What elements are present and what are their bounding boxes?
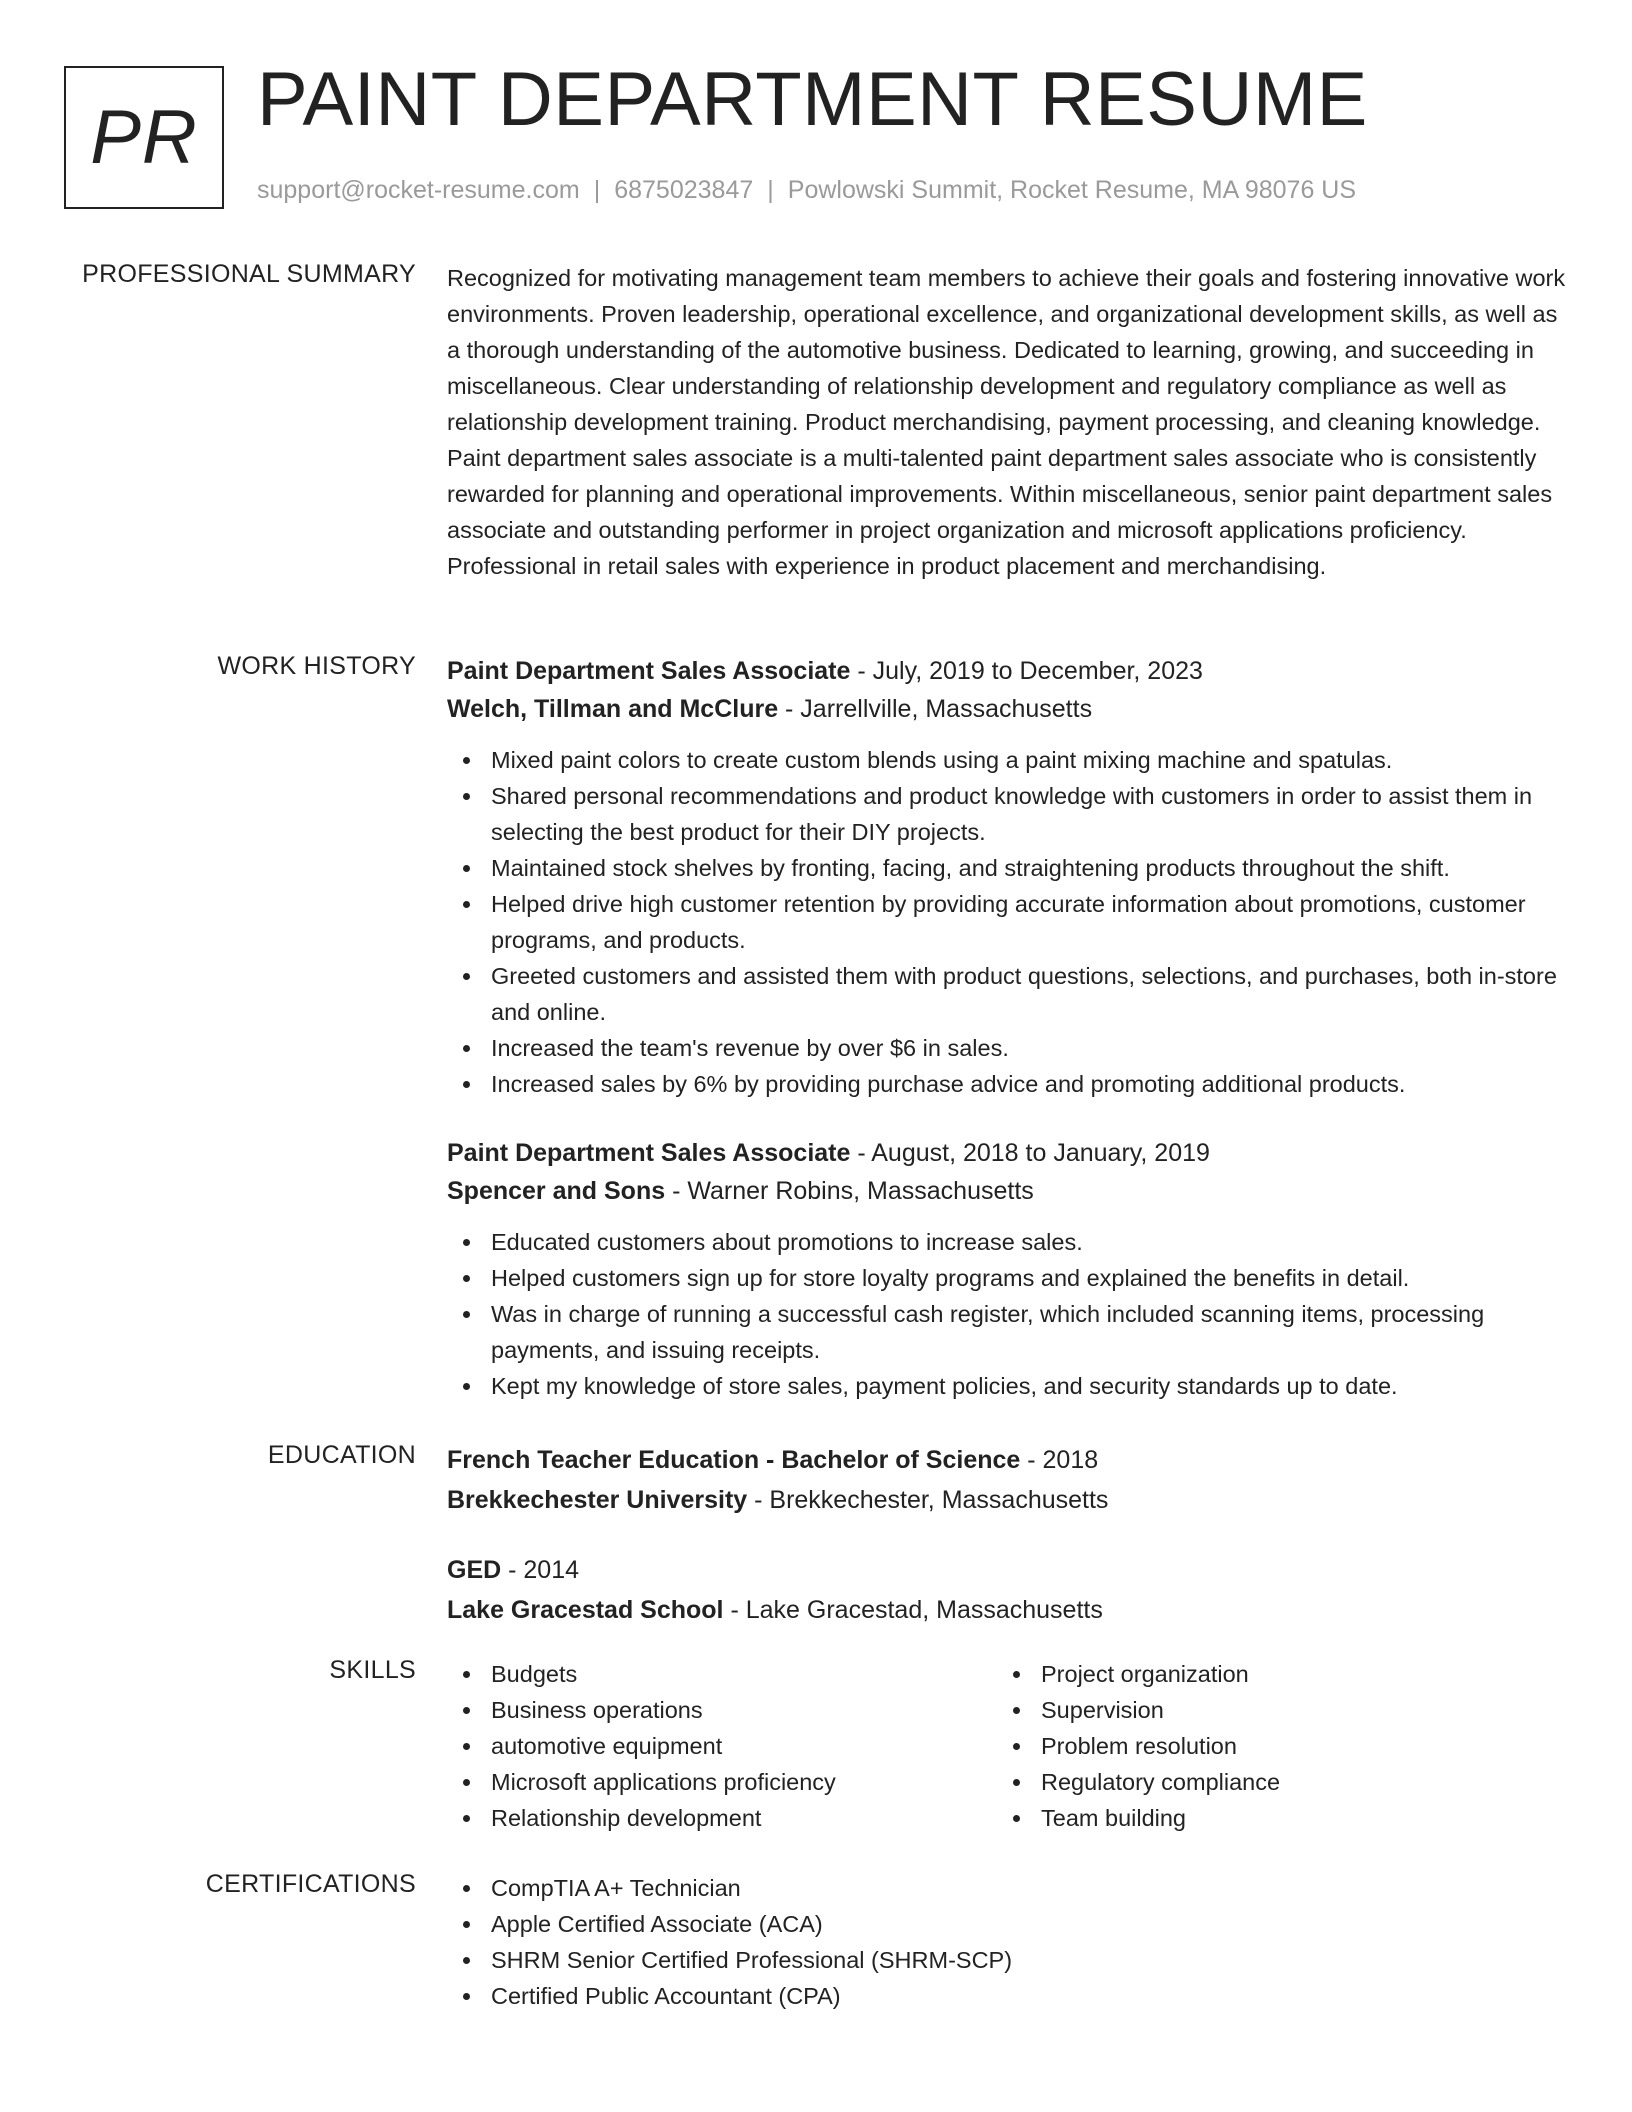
list-item: Helped customers sign up for store loyalty programs and explained the benefits in detail.	[447, 1260, 1567, 1296]
job-company-line	[447, 1172, 1567, 1210]
contact-email[interactable]: support@rocket-resume.com	[257, 176, 580, 204]
contact-address: Powlowski Summit, Rocket Resume, MA 98076 US	[787, 176, 1357, 204]
list-item: Relationship development	[447, 1800, 997, 1836]
contact-separator: |	[593, 176, 601, 204]
list-item: Certified Public Accountant (CPA)	[447, 1978, 1567, 2014]
education-location: - Lake Gracestad, Massachusetts	[723, 1596, 1103, 1624]
skills-list-right	[997, 1656, 1547, 1836]
contact-line	[257, 176, 1356, 205]
list-item: Budgets	[447, 1656, 997, 1692]
list-item: Maintained stock shelves by fronting, facing, and straightening products throughout the shift.	[447, 850, 1567, 886]
contact-phone[interactable]: 6875023847	[614, 176, 754, 204]
list-item: Helped drive high customer retention by providing accurate information about promotions, customer programs, and products.	[447, 886, 1567, 958]
education-degree-line	[447, 1441, 1567, 1479]
job-company: Spencer and Sons	[447, 1177, 666, 1205]
education-year: - 2018	[1020, 1446, 1099, 1474]
section-label-summary: PROFESSIONAL SUMMARY	[82, 260, 416, 288]
education-entry	[447, 1441, 1567, 1519]
resume-title: PAINT DEPARTMENT RESUME	[257, 57, 1368, 142]
skills-list-left	[447, 1656, 997, 1836]
job-title: Paint Department Sales Associate	[447, 657, 851, 685]
job-company-line	[447, 690, 1567, 728]
certifications-list	[447, 1870, 1567, 2014]
section-label-work-history: WORK HISTORY	[217, 652, 416, 680]
education-year: - 2014	[501, 1556, 580, 1584]
list-item: Shared personal recommendations and product knowledge with customers in order to assist them in selecting the best product for their DIY projects.	[447, 778, 1567, 850]
list-item: Regulatory compliance	[997, 1764, 1547, 1800]
list-item: Apple Certified Associate (ACA)	[447, 1906, 1567, 1942]
list-item: Business operations	[447, 1692, 997, 1728]
list-item: automotive equipment	[447, 1728, 997, 1764]
list-item: Increased the team's revenue by over $6 in sales.	[447, 1030, 1567, 1066]
education-degree: GED	[447, 1556, 502, 1584]
skills-columns	[447, 1656, 1567, 1836]
education-school: Lake Gracestad School	[447, 1596, 724, 1624]
list-item: Team building	[997, 1800, 1547, 1836]
list-item: Project organization	[997, 1656, 1547, 1692]
job-company: Welch, Tillman and McClure	[447, 695, 779, 723]
job-dates: - July, 2019 to December, 2023	[850, 657, 1203, 685]
list-item: Problem resolution	[997, 1728, 1547, 1764]
education-school-line	[447, 1591, 1567, 1629]
list-item: Educated customers about promotions to increase sales.	[447, 1224, 1567, 1260]
education-degree-line	[447, 1551, 1567, 1589]
section-label-skills: SKILLS	[329, 1656, 416, 1684]
education-entry	[447, 1551, 1567, 1629]
list-item: CompTIA A+ Technician	[447, 1870, 1567, 1906]
list-item: Increased sales by 6% by providing purchase advice and promoting additional products.	[447, 1066, 1567, 1102]
monogram-initials: PR	[90, 95, 198, 180]
education-degree: French Teacher Education - Bachelor of Science	[447, 1446, 1021, 1474]
job-dates: - August, 2018 to January, 2019	[850, 1139, 1210, 1167]
job-title-line	[447, 1134, 1567, 1172]
job-title: Paint Department Sales Associate	[447, 1139, 851, 1167]
section-label-certifications: CERTIFICATIONS	[205, 1870, 416, 1898]
job-entry	[447, 1134, 1567, 1404]
summary-text: Recognized for motivating management team members to achieve their goals and fostering innovative work environments. Proven leadership, operational excellence, and organizational development skills, as well as a thorough understanding of the automotive business. Dedicated to learning, growing, and succeeding in miscellaneous. Clear understanding of relationship development and regulatory compliance as well as relationship development training. Product merchandising, payment processing, and cleaning knowledge. Paint department sales associate is a multi-talented paint department sales associate who is consistently rewarded for planning and operational improvements. Within miscellaneous, senior paint department sales associate and outstanding performer in project organization and microsoft applications proficiency. Professional in retail sales with experience in product placement and merchandising.	[447, 265, 1566, 579]
job-location: - Warner Robins, Massachusetts	[665, 1177, 1034, 1205]
contact-separator: |	[767, 176, 774, 204]
section-label-education: EDUCATION	[267, 1441, 416, 1469]
list-item: Supervision	[997, 1692, 1547, 1728]
education-location: - Brekkechester, Massachusetts	[747, 1486, 1109, 1514]
job-title-line	[447, 652, 1567, 690]
list-item: Greeted customers and assisted them with product questions, selections, and purchases, both in-store and online.	[447, 958, 1567, 1030]
list-item: SHRM Senior Certified Professional (SHRM-SCP)	[447, 1942, 1567, 1978]
list-item: Mixed paint colors to create custom blends using a paint mixing machine and spatulas.	[447, 742, 1567, 778]
job-entry	[447, 652, 1567, 1102]
list-item: Microsoft applications proficiency	[447, 1764, 997, 1800]
job-bullets	[447, 1224, 1567, 1404]
education-school: Brekkechester University	[447, 1486, 748, 1514]
list-item: Kept my knowledge of store sales, payment policies, and security standards up to date.	[447, 1368, 1567, 1404]
job-location: - Jarrellville, Massachusetts	[778, 695, 1093, 723]
list-item: Was in charge of running a successful cash register, which included scanning items, processing payments, and issuing receipts.	[447, 1296, 1567, 1368]
monogram-box	[64, 66, 224, 209]
education-school-line	[447, 1481, 1567, 1519]
job-bullets	[447, 742, 1567, 1102]
